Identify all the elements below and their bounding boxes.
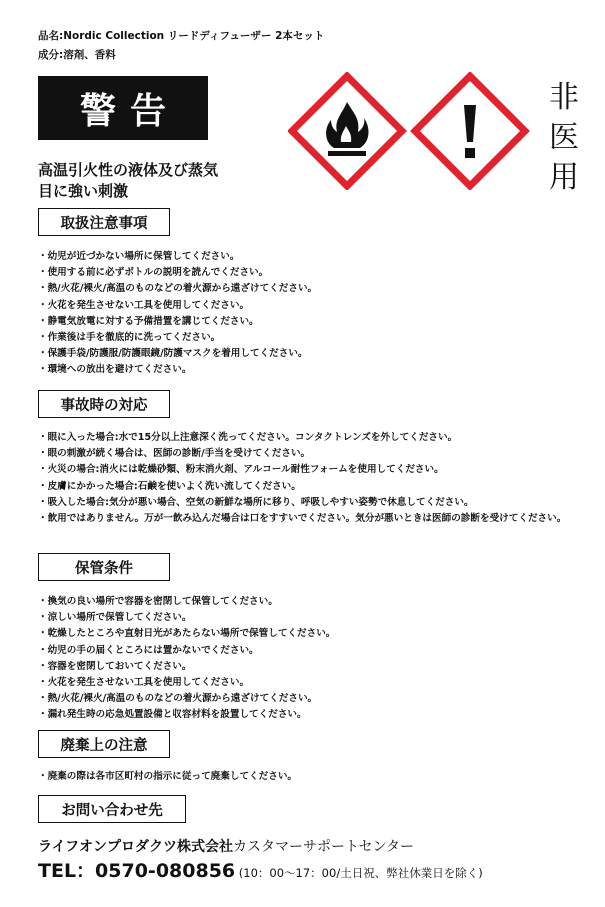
ingredients: 成分:溶剤、香料 [38, 49, 116, 61]
non-medical-char-2: 医 [549, 120, 579, 155]
business-hours: (10：00〜17：00/土日祝、弊社休業日を除く) [235, 866, 483, 880]
disposal-list [38, 769, 578, 785]
non-medical-label [546, 78, 582, 198]
section-title-accident: 事故時の対応 [38, 390, 170, 418]
contact-company-line [38, 836, 414, 856]
list-item: ・漏れ発生時の応急処置設備と収容材料を設置してください。 [38, 709, 307, 721]
handling-list [38, 249, 578, 379]
tel-number: TEL：0570-080856 [38, 860, 236, 882]
list-item: ・皮膚にかかった場合:石鹸を使いよく洗い流してください。 [38, 480, 301, 492]
list-item: ・乾燥したところや直射日光があたらない場所で保管してください。 [38, 628, 336, 640]
non-medical-char-1: 非 [549, 80, 579, 115]
section-title-disposal: 廃棄上の注意 [38, 730, 170, 758]
non-medical-char-3: 用 [549, 160, 579, 195]
ghs-pictograms [288, 72, 532, 190]
list-item: ・容器を密閉しておいてください。 [38, 660, 192, 672]
list-item: ・廃棄の際は各市区町村の指示に従って廃棄してください。 [38, 771, 298, 782]
list-item: ・熱/火花/裸火/高温のものなどの着火源から遠ざけてください。 [38, 693, 318, 705]
list-item: ・作業後は手を徹底的に洗ってください。 [38, 332, 221, 344]
list-item: ・涼しい場所で保管してください。 [38, 612, 192, 624]
list-item: ・飲用ではありません。万が一飲み込んだ場合は口をすすいでください。気分が悪いときは医師の診断を受けてください。 [38, 513, 567, 525]
list-item: ・火災の場合:消火には乾燥砂類、粉末消火剤、アルコール耐性フォームを使用してください。 [38, 464, 444, 476]
hazard-line-1: 高温引火性の液体及び蒸気 [38, 161, 219, 179]
product-name: 品名:Nordic Collection リードディフューザー 2本セット [38, 30, 325, 42]
contact-tel-line [38, 856, 483, 883]
list-item: ・換気の良い場所で容器を密閉して保管してください。 [38, 596, 278, 607]
hazard-line-2: 目に強い刺激 [38, 182, 129, 200]
list-item: ・静電気放電に対する予備措置を講じてください。 [38, 315, 259, 327]
support-center: カスタマーサポートセンター [233, 839, 415, 855]
warning-label: 警告 [38, 76, 208, 140]
list-item: ・火花を発生させない工具を使用してください。 [38, 677, 250, 689]
section-title-handling: 取扱注意事項 [38, 208, 170, 236]
list-item: ・熱/火花/裸火/高温のものなどの着火源から遠ざけてください。 [38, 283, 318, 295]
list-item: ・幼児の手の届くところには置かないでください。 [38, 644, 259, 656]
exclamation-icon [415, 76, 525, 186]
section-title-storage: 保管条件 [38, 553, 170, 581]
list-item: ・幼児が近づかない場所に保管してください。 [38, 251, 240, 262]
list-item: ・火花を発生させない工具を使用してください。 [38, 299, 250, 311]
section-title-contact: お問い合わせ先 [38, 795, 186, 823]
list-item: ・環境への放出を避けてください。 [38, 364, 192, 376]
list-item: ・保護手袋/防護服/防護眼鏡/防護マスクを着用してください。 [38, 348, 308, 360]
flame-icon [292, 76, 402, 186]
list-item: ・眼の刺激が続く場合は、医師の診断/手当を受けてください。 [38, 448, 311, 460]
list-item: ・使用する前に必ずボトルの説明を読んでください。 [38, 267, 269, 279]
accident-list [38, 430, 578, 527]
storage-list [38, 594, 578, 724]
list-item: ・吸入した場合:気分が悪い場合、空気の新鮮な場所に移り、呼吸しやすい姿勢で休息してください。 [38, 496, 474, 508]
list-item: ・眼に入った場合:水で15分以上注意深く洗ってください。コンタクトレンズを外してください。 [38, 432, 458, 443]
company-name: ライフオンプロダクツ株式会社 [38, 839, 234, 855]
